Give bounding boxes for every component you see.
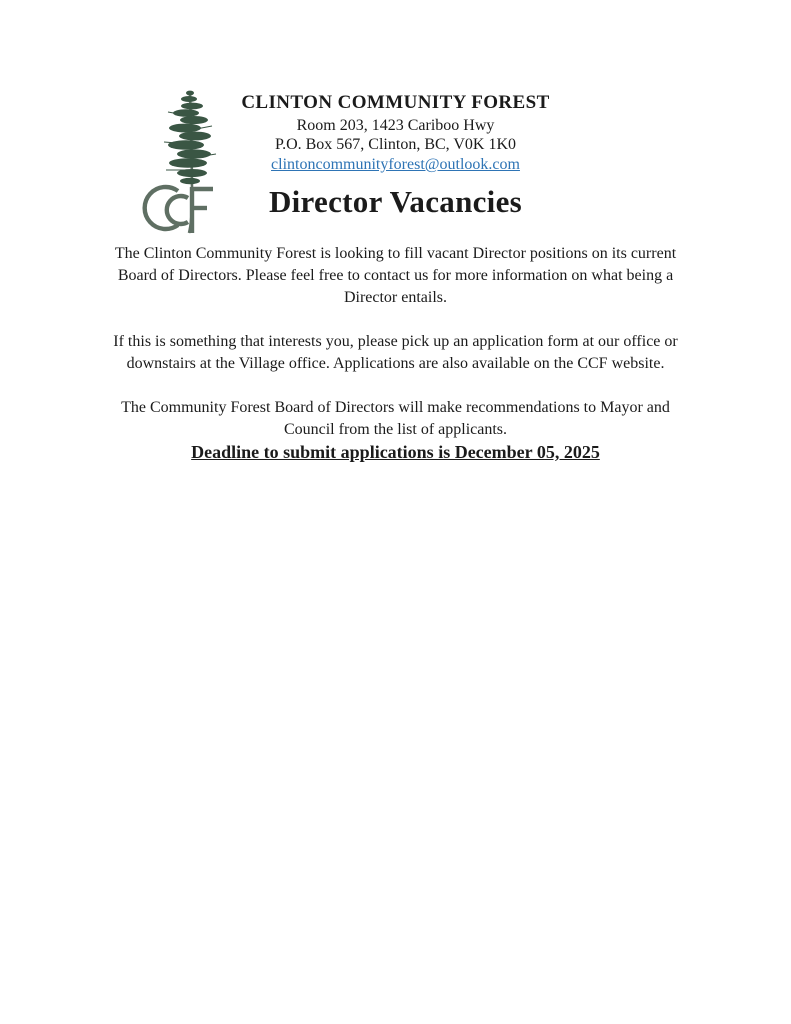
- org-name: CLINTON COMMUNITY FOREST: [241, 92, 550, 113]
- paragraph-recommendation: The Community Forest Board of Directors will make recommendations to Mayor and Council from the list of applicants.: [121, 399, 670, 438]
- letterhead: [0, 92, 791, 174]
- address-line-2: P.O. Box 567, Clinton, BC, V0K 1K0: [274, 136, 517, 153]
- email-link[interactable]: clintoncommunityforest@outlook.com: [271, 156, 520, 173]
- paragraph-application: If this is something that interests you, please pick up an application form at our office or downstairs at the Village office. Applications are also available on the CCF website.: [113, 333, 678, 372]
- deadline-text: Deadline to submit applications is December 05, 2025: [191, 442, 600, 462]
- paragraph-intro: The Clinton Community Forest is looking to fill vacant Director positions on its current Board of Directors. Please feel free to contact us for more information on what being a Director entails.: [114, 245, 677, 306]
- address-line-1: Room 203, 1423 Cariboo Hwy: [296, 117, 495, 134]
- email-row: [0, 155, 791, 174]
- page-title: Director Vacancies: [268, 184, 523, 219]
- body-text: [96, 243, 696, 463]
